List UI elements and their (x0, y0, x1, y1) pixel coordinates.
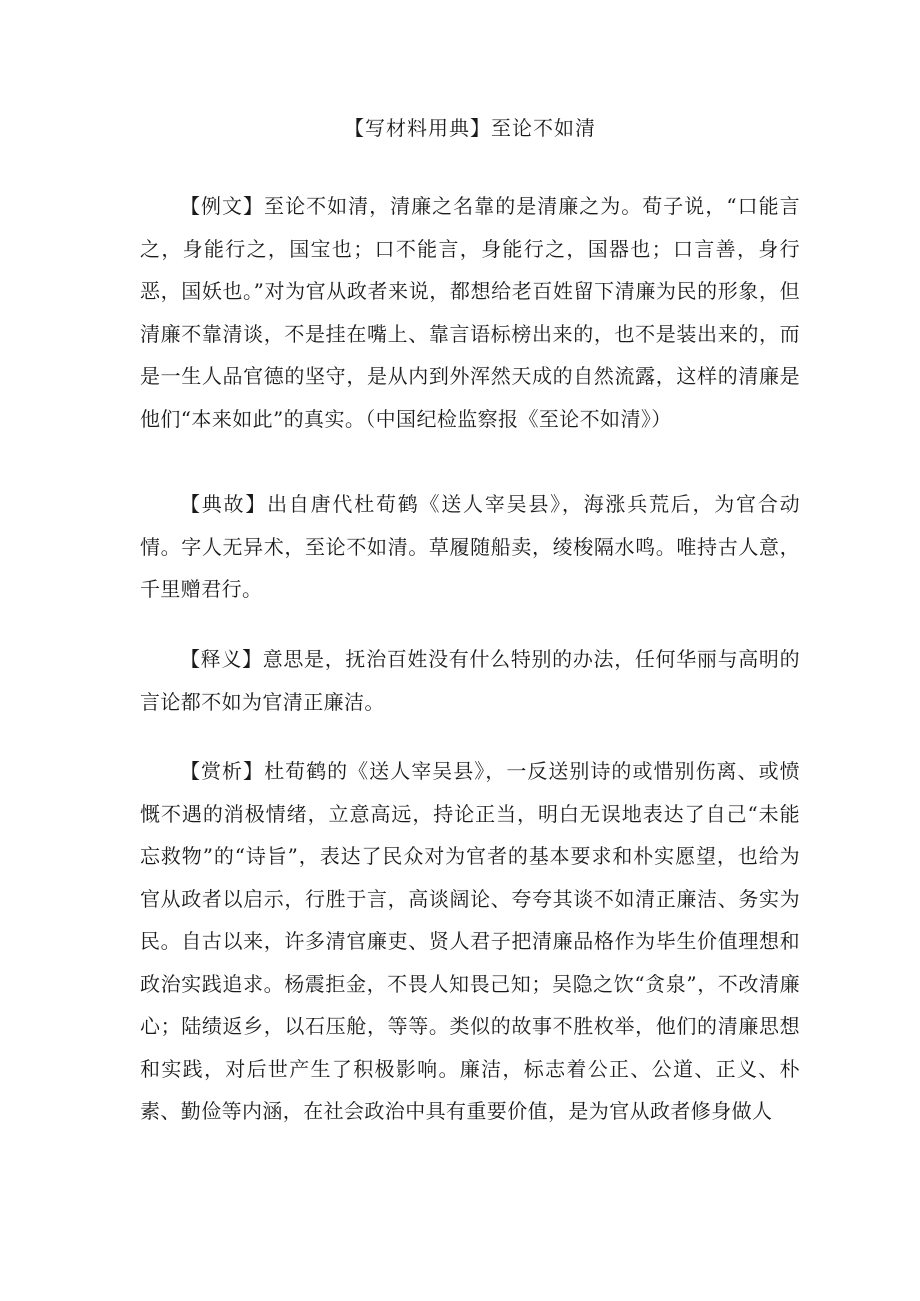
paragraph-meaning: 【释义】意思是，抚治百姓没有什么特别的办法，任何华丽与高明的言论都不如为官清正廉洁。 (140, 647, 800, 714)
paragraph-allusion: 【典故】出自唐代杜荀鹤《送人宰吴县》，海涨兵荒后，为官合动情。字人无异术，至论不如清。草履随船卖，绫梭隔水鸣。唯持古人意，千里赠君行。 (140, 492, 800, 601)
document-title: 【写材料用典】至论不如清 (344, 116, 596, 140)
paragraph-appreciation: 【赏析】杜荀鹤的《送人宰吴县》，一反送别诗的或惜别伤离、或愤慨不遇的消极情绪，立意高远，持论正当，明白无误地表达了自己“未能忘救物”的“诗旨”，表达了民众对为官者的基本要求和朴实愿望，也给为官从政者以启示，行胜于言，高谈阔论、夸夸其谈不如清正廉洁、务实为民。自古以来，许多清官廉吏、贤人君子把清廉品格作为毕生价值理想和政治实践追求。杨震拒金，不畏人知畏己知；吴隐之饮“贪泉”，不改清廉心；陆绩返乡，以石压舱，等等。类似的故事不胜枚举，他们的清廉思想和实践，对后世产生了积极影响。廉洁，标志着公正、公道、正义、朴素、勤俭等内涵，在社会政治中具有重要价值，是为官从政者修身做人 (140, 759, 800, 1123)
paragraph-example: 【例文】至论不如清，清廉之名靠的是清廉之为。荀子说，“口能言之，身能行之，国宝也；口不能言，身能行之，国器也；口言善，身行恶，国妖也。”对为官从政者来说，都想给老百姓留下清廉为民的形象，但清廉不靠清谈，不是挂在嘴上、靠言语标榜出来的，也不是装出来的，而是一生人品官德的坚守，是从内到外浑然天成的自然流露，这样的清廉是他们“本来如此”的真实。（中国纪检监察报《至论不如清》） (140, 194, 800, 431)
